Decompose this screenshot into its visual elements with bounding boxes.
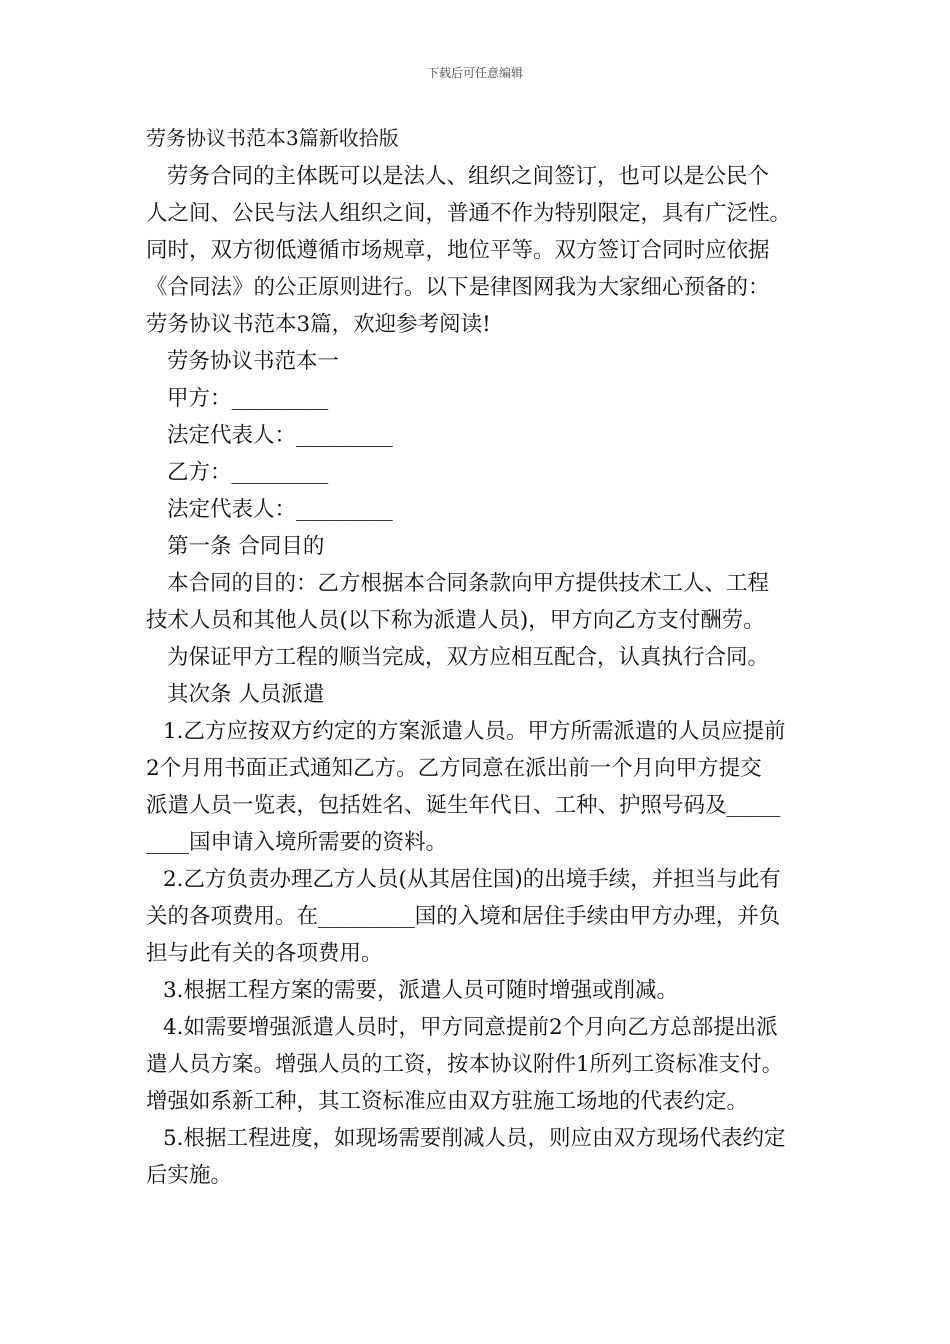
- text-line: 本合同的目的：乙方根据本合同条款向甲方提供技术工人、工程: [167, 571, 770, 596]
- text-line: 2个月用书面正式通知乙方。乙方同意在派出前一个月向甲方提交: [146, 756, 762, 781]
- text-line: 增强如系新工种，其工资标准应由双方驻施工场地的代表约定。: [146, 1089, 749, 1114]
- text-line: 关的各项费用。在_________国的入境和居住手续由甲方办理，并负: [146, 904, 781, 929]
- text-line: 《合同法》的公正原则进行。以下是律图网我为大家细心预备的：: [146, 275, 770, 300]
- text-line: 法定代表人：_________: [167, 497, 393, 522]
- text-line: 法定代表人：_________: [167, 423, 393, 448]
- text-line: 4.如需要增强派遣人员时，甲方同意提前2个月向乙方总部提出派: [163, 1015, 778, 1040]
- text-line: 劳务协议书范本3篇，欢迎参考阅读!: [146, 312, 491, 337]
- text-line: 第一条 合同目的: [167, 534, 325, 559]
- text-line: 1.乙方应按双方约定的方案派遣人员。甲方所需派遣的人员应提前: [163, 719, 786, 744]
- text-line: 担与此有关的各项费用。: [146, 941, 383, 966]
- text-line: 2.乙方负责办理乙方人员(从其居住国)的出境手续，并担当与此有: [163, 867, 781, 892]
- document-lines: [146, 158, 818, 1194]
- text-line: 技术人员和其他人员(以下称为派遣人员)，甲方向乙方支付酬劳。: [146, 608, 765, 633]
- text-line: 劳务合同的主体既可以是法人、组织之间签订，也可以是公民个: [167, 164, 770, 189]
- text-line: ____国申请入境所需要的资料。: [146, 830, 448, 855]
- text-line: 其次条 人员派遣: [167, 682, 325, 707]
- text-line: 派遣人员一览表，包括姓名、诞生年代日、工种、护照号码及_____: [146, 793, 781, 818]
- page-header: 下载后可任意编辑: [426, 66, 523, 80]
- text-line: 同时，双方彻低遵循市场规章，地位平等。双方签订合同时应依据: [146, 238, 770, 263]
- text-line: 甲方：_________: [167, 386, 329, 411]
- document-title: 劳务协议书范本3篇新收拾版: [146, 126, 399, 150]
- text-line: 乙方：_________: [167, 460, 329, 485]
- text-line: 人之间、公民与法人组织之间，普通不作为特别限定，具有广泛性。: [146, 201, 792, 226]
- text-line: 为保证甲方工程的顺当完成，双方应相互配合，认真执行合同。: [167, 645, 770, 670]
- text-line: 劳务协议书范本一: [167, 349, 340, 374]
- text-line: 遣人员方案。增强人员的工资，按本协议附件1所列工资标准支付。: [146, 1052, 784, 1077]
- text-line: 后实施。: [146, 1163, 233, 1188]
- document-body: [146, 118, 818, 1194]
- text-line: 3.根据工程方案的需要，派遣人员可随时增强或削减。: [163, 978, 679, 1003]
- text-line: 5.根据工程进度，如现场需要削减人员，则应由双方现场代表约定: [163, 1126, 786, 1151]
